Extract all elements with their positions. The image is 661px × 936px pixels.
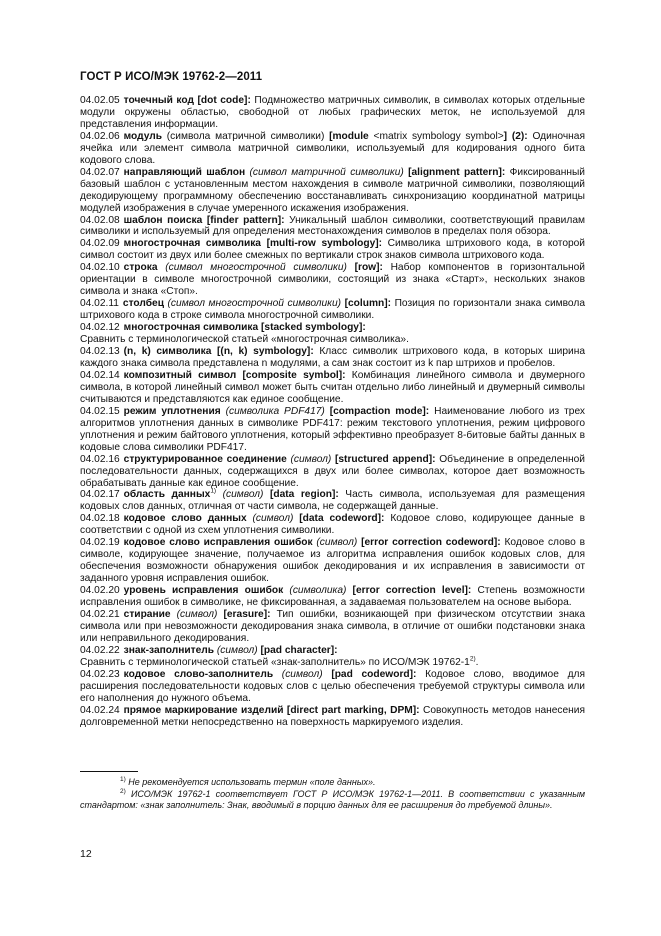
term-entry — [80, 645, 585, 657]
entry-number: 04.02.16 — [80, 453, 120, 465]
term-name: кодовое слово исправления ошибок — [123, 537, 313, 549]
entry-number: 04.02.09 — [80, 238, 120, 250]
term-definition: Часть символа, используемая для размещения кодовых слов данных, отличная от части символа, не содержащей данные. — [80, 489, 585, 513]
footnote-separator — [80, 771, 138, 772]
term-name: структурированное соединение — [123, 453, 287, 465]
term-name: (n, k) символика [(n, k) symbology]: — [123, 346, 314, 358]
entry-note — [80, 334, 585, 346]
term-name: многострочная символика [stacked symbology]: — [123, 322, 366, 334]
entry-number: 04.02.12 — [80, 322, 120, 334]
term-english: [row]: — [354, 262, 383, 274]
term-name: уровень исправления ошибок — [123, 585, 284, 597]
entry-number: 04.02.19 — [80, 537, 120, 549]
entry-number: 04.02.21 — [80, 608, 120, 620]
term-definition: Комбинация линейного символа и двумерного символа, в которой линейный символ может быть считан отдельно либо линейный и двумерный символы считываются и представляются как единое сообщение. — [80, 369, 585, 405]
term-english: [pad codeword]: — [331, 668, 417, 680]
entry-number: 04.02.17 — [80, 489, 120, 501]
term-entry — [80, 454, 585, 490]
entry-number: 04.02.10 — [80, 262, 120, 274]
term-name: композитный символ [composite symbol]: — [123, 369, 346, 381]
term-name: строка — [123, 262, 158, 274]
note-end: . — [475, 656, 479, 668]
term-qualifier: (символ) — [214, 644, 261, 656]
term-name: столбец — [122, 298, 164, 310]
term-entry — [80, 585, 585, 609]
footnotes — [80, 777, 585, 812]
term-qualifier: (символ) — [216, 489, 270, 501]
term-name: область данных — [123, 489, 211, 501]
term-english: [data region]: — [269, 489, 339, 501]
term-qualifier: (символ) — [170, 608, 224, 620]
term-qualifier: (символа матричной символики) — [162, 130, 330, 142]
footnote — [80, 777, 585, 789]
footnote-ref: 2) — [469, 655, 476, 663]
term-entry — [80, 95, 585, 131]
term-english: [pad character]: — [260, 644, 338, 656]
entry-number: 04.02.22 — [80, 644, 120, 656]
entry-number: 04.02.06 — [80, 130, 120, 142]
term-qualifier: (символ) — [246, 513, 300, 525]
entry-number: 04.02.05 — [80, 95, 120, 106]
term-definition: Совокупность методов нанесения долговременной метки непосредственно на поверхность маркируемого изделия. — [80, 704, 585, 728]
term-entry — [80, 346, 585, 370]
term-qualifier: (символ) — [273, 668, 332, 680]
term-english: [module — [329, 130, 369, 142]
term-entry — [80, 322, 585, 334]
note-text: Сравнить с терминологической статьей «многострочная символика». — [80, 334, 409, 346]
term-english: [compaction mode]: — [329, 405, 430, 417]
entry-number: 04.02.07 — [80, 166, 120, 178]
term-definition: Символика штрихового кода, в которой символ состоит из двух или более смежных по вертикали строк знаков символа штрихового кода. — [80, 238, 586, 262]
footnote-ref: 1) — [210, 488, 217, 496]
term-name: многострочная символика [multi-row symbology]: — [123, 238, 383, 250]
footnote-text: ИСО/МЭК 19762-1 соответствует ГОСТ Р ИСО/МЭК 19762-1—2011. В соответствии с указанным стандартом: «знак заполнитель: Знак, вводимый в порцию данных для ее расширения до требуемой длины». — [80, 788, 585, 810]
term-name: направляющий шаблон — [123, 166, 246, 178]
term-definition: Кодовое слово, кодирующее данные в соответствии с одной из схем уплотнения символики. — [80, 513, 585, 537]
term-english: [data codeword]: — [299, 513, 385, 525]
term-definition: Подмножество матричных символик, в символах которых отдельные модули окружены областью, свободной от любых графических меток, не используемой для представления информации. — [80, 95, 585, 130]
entry-number: 04.02.20 — [80, 585, 120, 597]
term-name: шаблон поиска [finder pattern]: — [123, 214, 285, 226]
term-english: [erasure]: — [223, 608, 271, 620]
term-qualifier: (символ многострочной символики) — [163, 298, 345, 310]
term-english: [error correction level]: — [352, 585, 472, 597]
footnote-text: Не рекомендуется использовать термин «поле данных». — [125, 777, 376, 787]
term-definition: Степень возможности исправления ошибок в символике, не фиксированная, а задаваемая пользователем на основе выбора. — [80, 585, 585, 609]
term-english: [structured append]: — [335, 453, 436, 465]
entry-note — [80, 657, 585, 669]
term-entry — [80, 406, 585, 454]
entry-number: 04.02.14 — [80, 369, 120, 381]
term-definition: Одиночная ячейка или элемент символа матричной символики, используемый для кодирования одного бита кодового слова. — [80, 130, 585, 166]
term-qualifier: (символ многострочной символики) — [157, 262, 355, 274]
footnote-mark: 2) — [120, 787, 126, 795]
footnote-mark: 1) — [120, 776, 126, 783]
term-qualifier: (символ матричной символики) — [245, 166, 409, 178]
term-name: модуль — [123, 130, 163, 142]
entry-number: 04.02.24 — [80, 704, 120, 716]
document-body — [80, 95, 585, 729]
term-definition: Тип ошибки, возникающей при физическом отсутствии знака символа или при невозможности декодирования знака символа, в отличие от ошибки подстановки знака или неправильного декодирования. — [80, 608, 585, 644]
term-entry — [80, 167, 585, 215]
term-definition: Кодовое слово, вводимое для расширения последовательности кодовых слов с целью обеспечения требуемой структуры символа или его наполнения до нужного объема. — [80, 668, 585, 704]
note-text: Сравнить с терминологической статьей «знак-заполнитель» по ИСО/МЭК 19762-1 — [80, 656, 470, 668]
page-header: ГОСТ Р ИСО/МЭК 19762-2—2011 — [80, 71, 263, 83]
term-english-qualifier: <matrix symbology symbol> — [368, 130, 504, 142]
term-entry — [80, 262, 585, 298]
term-english-end: ] (2): — [503, 130, 528, 142]
term-entry — [80, 370, 585, 406]
entry-number: 04.02.18 — [80, 513, 120, 525]
term-entry — [80, 669, 585, 705]
term-english-end: DPM]: — [386, 704, 420, 716]
term-qualifier: (символика PDF417) — [220, 405, 330, 417]
term-definition: Класс символик штрихового кода, в которых ширина каждого знака символа представлена n модулями, а сам знак состоит из k пар штрихов и пробелов. — [80, 346, 585, 369]
term-definition: Позиция по горизонтали знака символа штрихового кода в строке символа многострочной символики. — [80, 298, 585, 322]
term-name: знак-заполнитель — [123, 644, 215, 656]
entry-number: 04.02.23 — [80, 668, 120, 680]
term-entry — [80, 215, 585, 239]
term-name: кодовое слово-заполнитель — [123, 668, 274, 680]
entry-number: 04.02.11 — [80, 298, 119, 310]
term-entry — [80, 131, 585, 167]
term-qualifier: (символика) — [283, 585, 353, 597]
term-entry — [80, 238, 585, 262]
term-entry — [80, 513, 585, 537]
term-english: [column]: — [344, 298, 392, 310]
term-definition: Набор компонентов в горизонтальной ориентации в символе многострочной символики, состоящий из знака «Старт», нескольких знаков символа и знака «Стоп». — [80, 262, 585, 298]
term-definition: Фиксированный базовый шаблон с установленным местом нахождения в символе матричной символики, позволяющий декодирующему программному обеспечению восстанавливать синхронизацию координатной матрицы модулей изображения в случае умеренного искажения изображения. — [80, 166, 585, 214]
footnote — [80, 789, 585, 812]
term-entry — [80, 489, 585, 513]
term-english: [alignment pattern]: — [408, 166, 506, 178]
term-entry — [80, 705, 585, 729]
term-english: [error correction codeword]: — [361, 537, 501, 549]
term-entry — [80, 609, 585, 645]
term-entry — [80, 298, 585, 322]
term-name: точечный код [dot code]: — [123, 95, 251, 106]
term-definition: Кодовое слово в символе, кодирующее значение, получаемое из алгоритма исправления ошибок кодовых слов, для обеспечения возможности обнаружения ошибок декодирования и их исправления в зависимости от заданного уровня исправления ошибок. — [80, 537, 585, 585]
term-entry — [80, 537, 585, 585]
term-qualifier: (символ) — [312, 537, 362, 549]
term-name: режим уплотнения — [123, 405, 221, 417]
term-qualifier: (символ) — [286, 453, 335, 465]
entry-number: 04.02.15 — [80, 405, 120, 417]
page-number: 12 — [80, 848, 92, 860]
term-definition: Наименование любого из трех алгоритмов уплотнения данных в символике PDF417: режим текстового уплотнения, режим цифрового уплотнения и режим байтового уплотнения, который эффективно преобразует 8-битовые байты данных в кодовые слова символики PDF417. — [80, 405, 585, 453]
term-name: кодовое слово данных — [123, 513, 247, 525]
term-name: стирание — [123, 608, 171, 620]
entry-number: 04.02.08 — [80, 214, 120, 226]
entry-number: 04.02.13 — [80, 346, 120, 358]
term-definition: Уникальный шаблон символики, соответствующий правилам символики и используемый для определения местонахождения символов в пределах поля обзора. — [80, 214, 585, 238]
term-name: прямое маркирование изделий [direct part marking, — [123, 704, 387, 716]
term-definition: Объединение в определенной последовательности данных, содержащихся в двух или более символах, которое дает возможность обрабатывать данные как единое сообщение. — [80, 453, 585, 489]
